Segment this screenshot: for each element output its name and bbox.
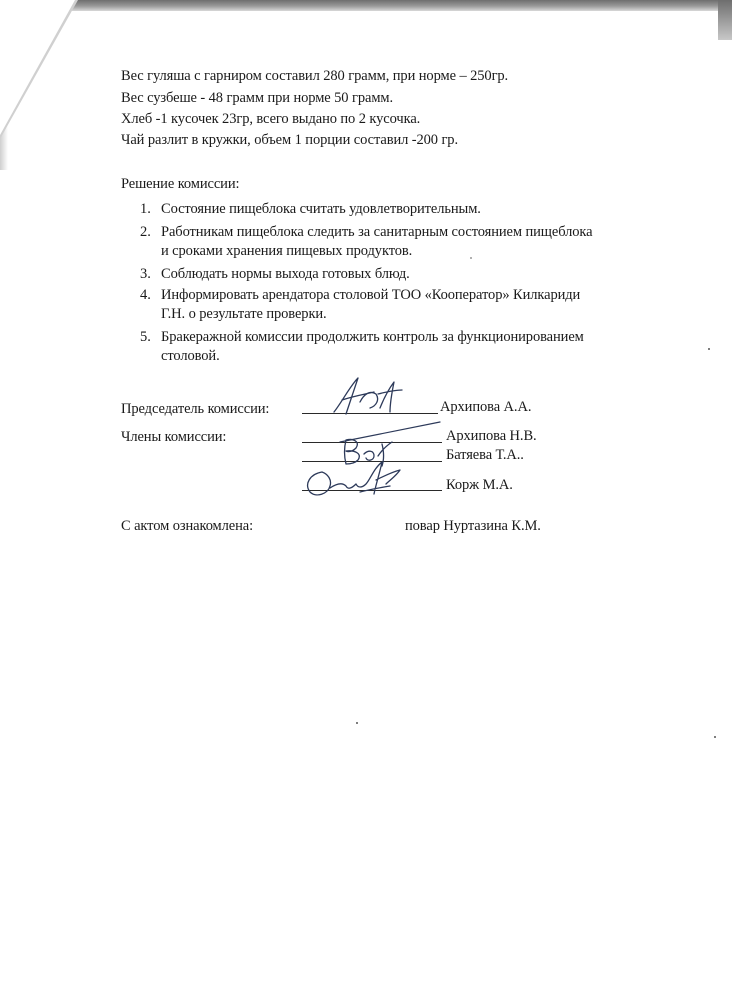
scan-speck <box>708 348 710 350</box>
acknowledged-name: повар Нуртазина К.М. <box>405 518 541 534</box>
list-item: Работникам пищеблока следить за санитарным состоянием пищеблока <box>161 224 593 240</box>
list-item-continuation: столовой. <box>161 348 220 364</box>
intro-line: Вес сузбеше - 48 грамм при норме 50 грамм. <box>121 90 393 106</box>
intro-line: Хлеб -1 кусочек 23гр, всего выдано по 2 кусочка. <box>121 111 421 127</box>
scan-speck <box>714 736 716 738</box>
scan-speck <box>470 257 472 259</box>
list-number: 2. <box>140 224 151 240</box>
intro-line: Вес гуляша с гарниром составил 280 грамм, при норме – 250гр. <box>121 68 509 84</box>
member-signature <box>300 458 412 500</box>
list-number: 1. <box>140 201 151 217</box>
scan-speck <box>356 722 358 724</box>
list-item-continuation: Г.Н. о результате проверки. <box>161 306 327 322</box>
member-name: Корж М.А. <box>446 477 513 493</box>
scan-edge-top <box>0 0 732 11</box>
decision-heading: Решение комиссии: <box>121 176 240 192</box>
scan-edge-corner <box>718 0 732 40</box>
member-name: Архипова Н.В. <box>446 428 537 444</box>
chairman-name: Архипова А.А. <box>440 399 532 415</box>
members-label: Члены комиссии: <box>121 429 227 445</box>
list-item: Соблюдать нормы выхода готовых блюд. <box>161 266 410 282</box>
list-number: 4. <box>140 287 151 303</box>
list-number: 5. <box>140 329 151 345</box>
chairman-signature <box>320 372 410 420</box>
folded-corner <box>0 0 75 135</box>
list-item: Информировать арендатора столовой ТОО «Кооператор» Килкариди <box>161 287 581 303</box>
list-item: Бракеражной комиссии продолжить контроль за функционированием <box>161 329 584 345</box>
intro-line: Чай разлит в кружки, объем 1 порции составил -200 гр. <box>121 132 458 148</box>
list-item-continuation: и сроками хранения пищевых продуктов. <box>161 243 413 259</box>
acknowledged-label: С актом ознакомлена: <box>121 518 254 534</box>
member-name: Батяева Т.А.. <box>446 447 524 463</box>
list-item: Состояние пищеблока считать удовлетворительным. <box>161 201 481 217</box>
list-number: 3. <box>140 266 151 282</box>
chairman-label: Председатель комиссии: <box>121 401 270 417</box>
